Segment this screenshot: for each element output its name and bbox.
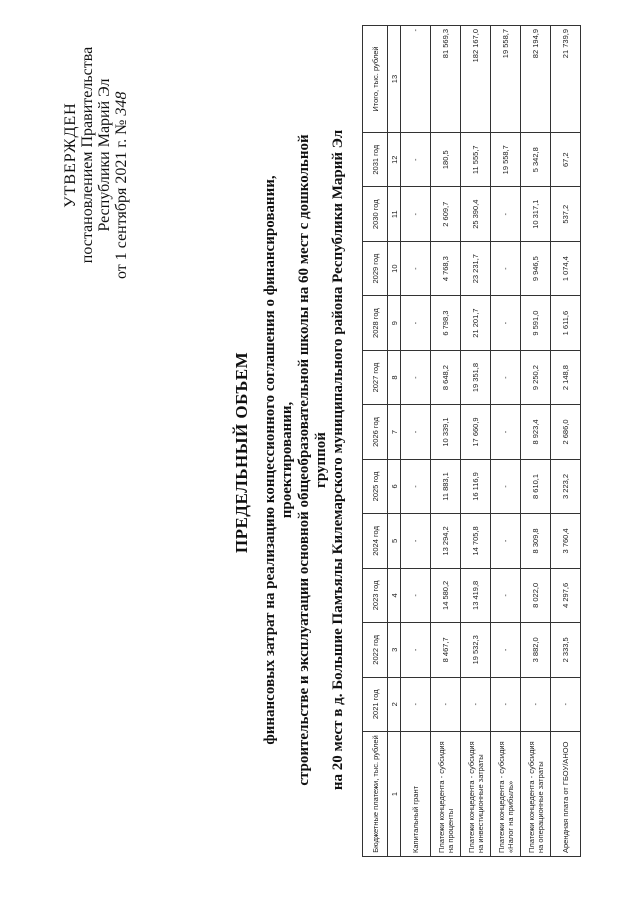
table-cell: 8 309,8 bbox=[521, 514, 551, 568]
table-cell: 14 580,2 bbox=[431, 568, 461, 622]
table-cell: 180,5 bbox=[431, 133, 461, 187]
approval-line-2: постановлением Правительства bbox=[79, 46, 96, 264]
row-label: Платежи концедента - субсидия на проценты bbox=[431, 732, 461, 857]
column-header: 2030 год bbox=[363, 187, 388, 241]
table-row bbox=[491, 26, 521, 857]
subtitle-line: на 20 мест в д. Большие Памъялы Килемарского муниципального района Республики Марий Эл bbox=[330, 129, 346, 791]
table-cell: 14 705,8 bbox=[461, 514, 491, 568]
table-cell: 13 294,2 bbox=[431, 514, 461, 568]
table-cell: 5 342,8 bbox=[521, 133, 551, 187]
table-cell: 3 223,2 bbox=[551, 459, 581, 513]
table-cell: 2 609,7 bbox=[431, 187, 461, 241]
table-cell: - bbox=[401, 241, 431, 295]
column-index: 6 bbox=[388, 459, 401, 513]
table-cell: 6 798,3 bbox=[431, 296, 461, 350]
table-cell: - bbox=[491, 350, 521, 404]
column-index: 4 bbox=[388, 568, 401, 622]
approval-date-rest: сентября 2021 г. № bbox=[113, 119, 130, 249]
table-cell: 19 532,3 bbox=[461, 623, 491, 677]
table-cell: 182 167,0 bbox=[461, 26, 491, 133]
table-cell: 21 739,9 bbox=[551, 26, 581, 133]
table-cell: 9 250,2 bbox=[521, 350, 551, 404]
table-cell: 537,2 bbox=[551, 187, 581, 241]
table-cell: - bbox=[401, 350, 431, 404]
table-index-row bbox=[388, 26, 401, 857]
table-cell: - bbox=[401, 296, 431, 350]
column-header: Итого, тыс. рублей bbox=[363, 26, 388, 133]
table-cell: - bbox=[461, 677, 491, 731]
table-cell: 19 558,7 bbox=[491, 133, 521, 187]
row-label: Арендная плата от ГБОУ/АНОО bbox=[551, 732, 581, 857]
table-body bbox=[401, 26, 581, 857]
column-index: 8 bbox=[388, 350, 401, 404]
table-cell: 8 022,0 bbox=[521, 568, 551, 622]
column-index: 3 bbox=[388, 623, 401, 677]
table-cell: - bbox=[401, 514, 431, 568]
row-label: Платежи концедента - субсидия на операционные затраты bbox=[521, 732, 551, 857]
subtitle-line: строительстве и эксплуатации основной общеобразовательной школы на 60 мест с дошкольной группой bbox=[296, 134, 329, 786]
approval-date-prefix: от bbox=[113, 264, 130, 279]
table-cell: 10 317,1 bbox=[521, 187, 551, 241]
column-index: 1 bbox=[388, 732, 401, 857]
column-header: 2022 год bbox=[363, 623, 388, 677]
table-cell: 81 569,3 bbox=[431, 26, 461, 133]
approval-number: 348 bbox=[113, 91, 130, 116]
table-cell: 11 883,1 bbox=[431, 459, 461, 513]
column-index: 13 bbox=[388, 26, 401, 133]
table-cell: - bbox=[431, 677, 461, 731]
column-header: 2025 год bbox=[363, 459, 388, 513]
column-header: 2031 год bbox=[363, 133, 388, 187]
approval-stamp bbox=[62, 25, 130, 285]
table-cell: 25 390,4 bbox=[461, 187, 491, 241]
table-cell: 19 558,7 bbox=[491, 26, 521, 133]
table-cell: - bbox=[401, 677, 431, 731]
table-row bbox=[431, 26, 461, 857]
table-cell: 21 201,7 bbox=[461, 296, 491, 350]
column-index: 11 bbox=[388, 187, 401, 241]
table-cell: 8 648,2 bbox=[431, 350, 461, 404]
budget-table bbox=[362, 25, 581, 857]
table-cell: - bbox=[491, 514, 521, 568]
table-cell: - bbox=[491, 296, 521, 350]
approval-date-line bbox=[113, 25, 130, 285]
table-cell: - bbox=[491, 623, 521, 677]
table-row bbox=[401, 26, 431, 857]
column-header: 2026 год bbox=[363, 405, 388, 459]
table-cell: 10 339,1 bbox=[431, 405, 461, 459]
row-label: Платежи концедента - субсидия «Налог на прибыль» bbox=[491, 732, 521, 857]
table-row bbox=[461, 26, 491, 857]
table-cell: 3 882,0 bbox=[521, 623, 551, 677]
table-row bbox=[521, 26, 551, 857]
table-cell: 8 923,4 bbox=[521, 405, 551, 459]
column-header: 2029 год bbox=[363, 241, 388, 295]
table-cell: - bbox=[401, 405, 431, 459]
table-cell: 67,2 bbox=[551, 133, 581, 187]
table-cell: - bbox=[491, 241, 521, 295]
table-cell: 2 333,5 bbox=[551, 623, 581, 677]
table-cell: 23 231,7 bbox=[461, 241, 491, 295]
table-cell: 9 591,0 bbox=[521, 296, 551, 350]
table-cell: 3 760,4 bbox=[551, 514, 581, 568]
column-index: 10 bbox=[388, 241, 401, 295]
document-subtitle bbox=[262, 120, 347, 800]
column-header: 2027 год bbox=[363, 350, 388, 404]
table-cell: 8 610,1 bbox=[521, 459, 551, 513]
document-title: ПРЕДЕЛЬНЫЙ ОБЪЕМ bbox=[232, 351, 251, 554]
table-cell: - bbox=[491, 677, 521, 731]
table-cell: 17 660,9 bbox=[461, 405, 491, 459]
column-header-payments: Бюджетные платежи, тыс. рублей bbox=[363, 732, 388, 857]
table-cell: - bbox=[551, 677, 581, 731]
table-cell: - bbox=[401, 133, 431, 187]
column-index: 9 bbox=[388, 296, 401, 350]
column-header: 2024 год bbox=[363, 514, 388, 568]
table-cell: 13 419,8 bbox=[461, 568, 491, 622]
approval-line-3: Республики Марий Эл bbox=[96, 78, 113, 232]
column-index: 5 bbox=[388, 514, 401, 568]
table-cell: - bbox=[401, 26, 431, 133]
table-cell: - bbox=[401, 187, 431, 241]
row-label: Капитальный грант bbox=[401, 732, 431, 857]
column-header: 2021 год bbox=[363, 677, 388, 731]
table-cell: - bbox=[401, 459, 431, 513]
row-label: Платежи концедента - субсидия на инвестиционные затраты bbox=[461, 732, 491, 857]
approval-title: УТВЕРЖДЕН bbox=[62, 102, 79, 208]
table-cell: 16 116,9 bbox=[461, 459, 491, 513]
subtitle-line: финансовых затрат на реализацию концессионного соглашения о финансировании, проектировании, bbox=[262, 175, 295, 745]
table-cell: 1 611,6 bbox=[551, 296, 581, 350]
column-header: 2023 год bbox=[363, 568, 388, 622]
table-cell: 2 686,0 bbox=[551, 405, 581, 459]
table-cell: - bbox=[491, 568, 521, 622]
table-cell: 9 946,5 bbox=[521, 241, 551, 295]
table-cell: 4 297,6 bbox=[551, 568, 581, 622]
column-header: 2028 год bbox=[363, 296, 388, 350]
table-cell: - bbox=[401, 623, 431, 677]
table-header-row bbox=[363, 26, 388, 857]
table-cell: - bbox=[401, 568, 431, 622]
table-cell: 1 074,4 bbox=[551, 241, 581, 295]
table-row bbox=[551, 26, 581, 857]
table-cell: - bbox=[491, 459, 521, 513]
column-index: 12 bbox=[388, 133, 401, 187]
table-cell: 11 555,7 bbox=[461, 133, 491, 187]
table-cell: 4 768,3 bbox=[431, 241, 461, 295]
table-cell: - bbox=[491, 187, 521, 241]
column-index: 2 bbox=[388, 677, 401, 731]
column-index: 7 bbox=[388, 405, 401, 459]
table-cell: - bbox=[521, 677, 551, 731]
table-cell: 82 194,9 bbox=[521, 26, 551, 133]
table-cell: 19 351,8 bbox=[461, 350, 491, 404]
table-cell: - bbox=[491, 405, 521, 459]
table-cell: 2 148,8 bbox=[551, 350, 581, 404]
approval-date-day: 1 bbox=[113, 252, 130, 261]
table-cell: 8 467,7 bbox=[431, 623, 461, 677]
